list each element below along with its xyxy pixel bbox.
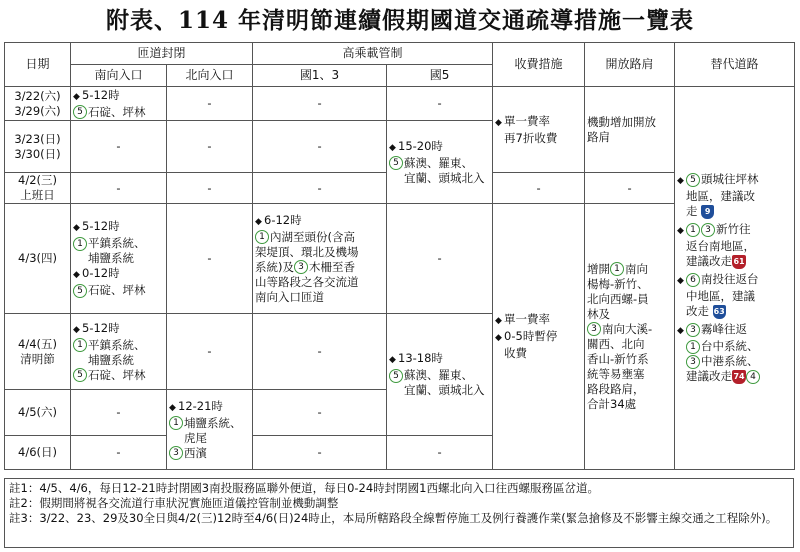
north-entry-cell: ◆ 12-21時 1 埔鹽系統、 虎尾 3 西濱: [167, 390, 253, 470]
north-entry-cell: -: [167, 204, 253, 314]
toll-cell: -: [493, 173, 585, 204]
north-entry-cell: -: [167, 121, 253, 173]
freeway-shield-icon: 3: [686, 323, 700, 337]
freeway-shield-icon: 1: [169, 416, 183, 430]
date-cell: 4/4(五) 清明節: [5, 314, 71, 390]
freeway-shield-icon: 1: [73, 237, 87, 251]
south-entry-cell: ◆ 5-12時 5 石碇、坪林: [71, 87, 167, 121]
freeway-shield-icon: 1: [610, 262, 624, 276]
n1-3-cell: -: [253, 436, 387, 470]
header-north-entry: 北向入口: [167, 65, 253, 87]
freeway-shield-icon: 3: [294, 260, 308, 274]
freeway-shield-icon: 1: [255, 230, 269, 244]
date-cell: 4/2(三) 上班日: [5, 173, 71, 204]
freeway-shield-icon: 3: [686, 355, 700, 369]
n1-3-cell: -: [253, 87, 387, 121]
south-entry-cell: -: [71, 436, 167, 470]
north-entry-cell: -: [167, 314, 253, 390]
n5-cell: -: [387, 87, 493, 121]
n5-cell: ◆ 15-20時 5 蘇澳、羅東、 宜蘭、頭城北入: [387, 121, 493, 204]
page-title: 附表、114 年清明節連續假期國道交通疏導措施一覽表: [105, 7, 695, 34]
n5-cell: -: [387, 204, 493, 314]
alt-route-cell: ◆ 5 頭城往坪林 地區，建議改 走 9 ◆ 1 3 新竹往 返台南地區， 建議改走61 ◆ 6 南投往返台 中地區，建議 改走 63 ◆ 3 霧峰往返 1 台中系統、 3 中港系統、 建議改走74 4: [675, 87, 795, 470]
freeway-shield-icon: 1: [686, 223, 700, 237]
freeway-shield-icon: 5: [389, 369, 403, 383]
date-cell: 3/23(日) 3/30(日): [5, 121, 71, 173]
provincial-highway-icon: 9: [701, 205, 714, 219]
footnote: 註2：假期間將視各交流道行車狀況實施匝道儀控管制並機動調整: [9, 496, 339, 510]
shoulder-cell: 增開 1 南向 楊梅-新竹、 北向西螺-員 林及 3 南向大溪- 關西、北向 香山-新竹系 統等易壅塞 路段路肩， 合計34處: [585, 204, 675, 470]
freeway-shield-icon: 6: [686, 273, 700, 287]
freeway-shield-icon: 1: [686, 340, 700, 354]
header-alt-route: 替代道路: [675, 43, 795, 87]
traffic-measures-table: [4, 42, 795, 470]
header-n5: 國5: [387, 65, 493, 87]
north-entry-cell: -: [167, 87, 253, 121]
freeway-shield-icon: 5: [73, 368, 87, 382]
n5-cell: ◆ 13-18時 5 蘇澳、羅東、 宜蘭、頭城北入: [387, 314, 493, 436]
freeway-shield-icon: 3: [169, 446, 183, 460]
freeway-shield-icon: 3: [701, 223, 715, 237]
south-entry-cell: -: [71, 390, 167, 436]
table-row: [5, 87, 795, 121]
freeway-shield-icon: 3: [587, 322, 601, 336]
freeway-shield-icon: 5: [73, 105, 87, 119]
header-shoulder: 開放路肩: [585, 43, 675, 87]
south-entry-cell: ◆ 5-12時 1 平鎮系統、 埔鹽系統 5 石碇、坪林: [71, 314, 167, 390]
expressway-icon: 74: [732, 370, 746, 384]
date-cell: 4/3(四): [5, 204, 71, 314]
date-cell: 4/6(日): [5, 436, 71, 470]
footnotes: [4, 478, 794, 548]
header-ramp-closure: 匝道封閉: [71, 43, 253, 65]
provincial-highway-icon: 63: [713, 305, 726, 319]
header-n1-3: 國1、3: [253, 65, 387, 87]
freeway-shield-icon: 4: [746, 370, 760, 384]
freeway-shield-icon: 5: [73, 284, 87, 298]
header-south-entry: 南向入口: [71, 65, 167, 87]
south-entry-cell: -: [71, 173, 167, 204]
header-row-1: [5, 43, 795, 65]
date-cell: 3/22(六) 3/29(六): [5, 87, 71, 121]
footnote: 註1：4/5、4/6，每日12-21時封閉國3南投服務區聯外便道，每日0-24時封閉國1西螺北向入口往西螺服務區岔道。: [9, 481, 599, 495]
n1-3-cell: -: [253, 390, 387, 436]
freeway-shield-icon: 5: [389, 156, 403, 170]
shoulder-cell: -: [585, 173, 675, 204]
n1-3-cell: -: [253, 314, 387, 390]
freeway-shield-icon: 5: [686, 173, 700, 187]
shoulder-cell: 機動增加開放 路肩: [585, 87, 675, 173]
n5-cell: -: [387, 436, 493, 470]
south-entry-cell: ◆ 5-12時 1 平鎮系統、 埔鹽系統 ◆ 0-12時 5 石碇、坪林: [71, 204, 167, 314]
expressway-icon: 61: [732, 255, 746, 269]
n1-3-cell: ◆ 6-12時 1 內湖至頭份(含高 架堤頂、環北及機場 系統)及 3 木柵至香 山等路段之各交流道 南向入口匝道: [253, 204, 387, 314]
header-date: 日期: [5, 43, 71, 87]
toll-cell: ◆ 單一費率 ◆ 0-5時暫停 收費: [493, 204, 585, 470]
header-hov: 高乘載管制: [253, 43, 493, 65]
south-entry-cell: -: [71, 121, 167, 173]
footnote: 註3：3/22、23、29及30全日與4/2(三)12時至4/6(日)24時止，本局所轄路段全線暫停施工及例行養護作業(緊急搶修及不影響主線交通之工程除外)。: [9, 511, 778, 525]
n1-3-cell: -: [253, 173, 387, 204]
toll-cell: ◆ 單一費率 再7折收費: [493, 87, 585, 173]
north-entry-cell: -: [167, 173, 253, 204]
n1-3-cell: -: [253, 121, 387, 173]
date-cell: 4/5(六): [5, 390, 71, 436]
header-toll: 收費措施: [493, 43, 585, 87]
freeway-shield-icon: 1: [73, 338, 87, 352]
